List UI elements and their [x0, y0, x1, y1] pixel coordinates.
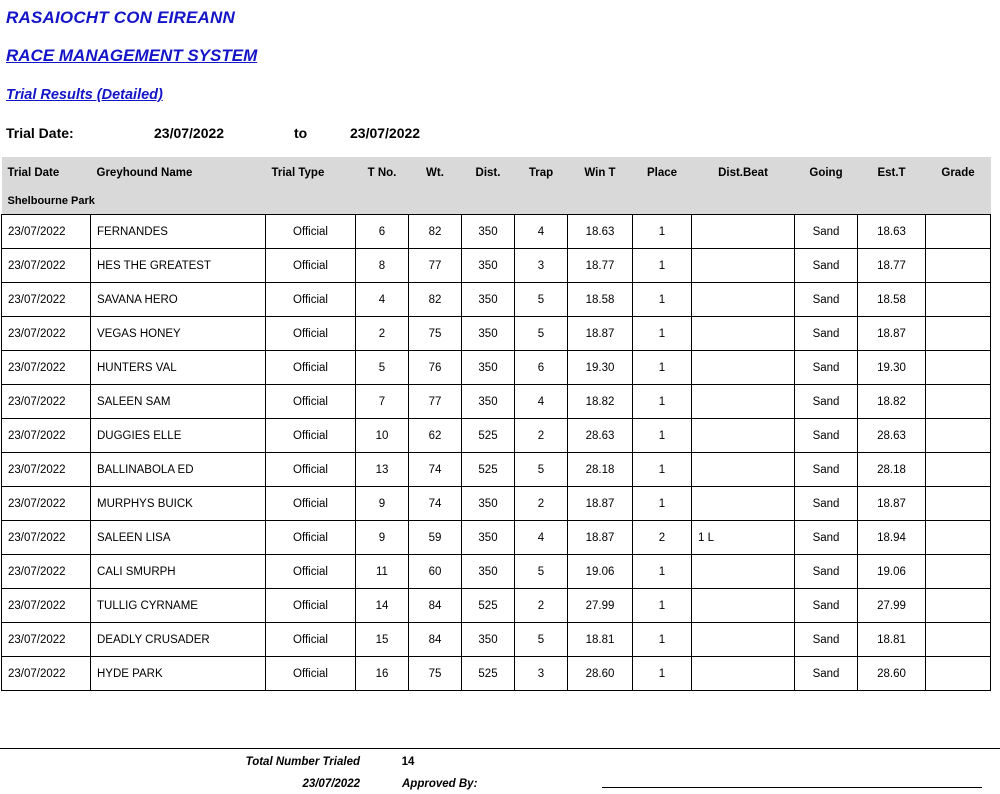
cell-going: Sand [795, 317, 858, 351]
cell-place: 1 [633, 215, 692, 249]
system-title: RACE MANAGEMENT SYSTEM [6, 46, 258, 65]
cell-greyhound-name: CALI SMURPH [91, 555, 266, 589]
cell-t-no: 5 [356, 351, 409, 385]
cell-place: 1 [633, 657, 692, 691]
cell-trap: 3 [515, 249, 568, 283]
cell-trap: 2 [515, 487, 568, 521]
report-title: Trial Results (Detailed) [6, 87, 163, 103]
cell-grade [926, 419, 991, 453]
cell-going: Sand [795, 385, 858, 419]
total-trialed-value: 14 [401, 756, 415, 768]
cell-dist: 350 [462, 385, 515, 419]
cell-trial-date: 23/07/2022 [2, 453, 91, 487]
cell-going: Sand [795, 657, 858, 691]
column-header-trap: Trap [515, 157, 568, 189]
cell-greyhound-name: SALEEN SAM [91, 385, 266, 419]
cell-win-t: 18.87 [568, 487, 633, 521]
approved-by-rule [602, 786, 982, 788]
table-row [2, 589, 991, 623]
cell-trial-type: Official [266, 283, 356, 317]
cell-t-no: 4 [356, 283, 409, 317]
cell-going: Sand [795, 589, 858, 623]
cell-trial-date: 23/07/2022 [2, 317, 91, 351]
cell-grade [926, 453, 991, 487]
cell-trap: 3 [515, 657, 568, 691]
cell-win-t: 27.99 [568, 589, 633, 623]
column-header-dist: Dist. [462, 157, 515, 189]
cell-dist-beat [692, 385, 795, 419]
cell-greyhound-name: HES THE GREATEST [91, 249, 266, 283]
cell-dist: 525 [462, 589, 515, 623]
cell-t-no: 13 [356, 453, 409, 487]
cell-trial-date: 23/07/2022 [2, 555, 91, 589]
cell-est-t: 18.94 [858, 521, 926, 555]
cell-wt: 60 [409, 555, 462, 589]
column-header-going: Going [795, 157, 858, 189]
cell-wt: 75 [409, 657, 462, 691]
table-header-row [2, 157, 991, 189]
trial-date-label: Trial Date: [6, 125, 74, 141]
cell-greyhound-name: SALEEN LISA [91, 521, 266, 555]
cell-est-t: 18.58 [858, 283, 926, 317]
cell-trial-date: 23/07/2022 [2, 283, 91, 317]
table-row [2, 351, 991, 385]
cell-wt: 82 [409, 283, 462, 317]
cell-place: 1 [633, 249, 692, 283]
cell-place: 1 [633, 623, 692, 657]
cell-est-t: 28.60 [858, 657, 926, 691]
cell-trial-type: Official [266, 249, 356, 283]
cell-win-t: 18.58 [568, 283, 633, 317]
column-header-wt: Wt. [409, 157, 462, 189]
approved-by-label: Approved By: [402, 778, 478, 790]
cell-grade [926, 521, 991, 555]
cell-grade [926, 623, 991, 657]
table-row [2, 521, 991, 555]
cell-dist-beat [692, 215, 795, 249]
cell-greyhound-name: DUGGIES ELLE [91, 419, 266, 453]
table-row [2, 487, 991, 521]
cell-wt: 84 [409, 589, 462, 623]
cell-dist: 525 [462, 657, 515, 691]
cell-win-t: 28.18 [568, 453, 633, 487]
cell-win-t: 18.77 [568, 249, 633, 283]
cell-dist-beat [692, 589, 795, 623]
cell-wt: 77 [409, 249, 462, 283]
table-row [2, 657, 991, 691]
organisation-title: RASAIOCHT CON EIREANN [6, 8, 235, 27]
cell-est-t: 19.30 [858, 351, 926, 385]
column-header-win-t: Win T [568, 157, 633, 189]
cell-win-t: 19.30 [568, 351, 633, 385]
cell-trial-type: Official [266, 555, 356, 589]
cell-trial-type: Official [266, 351, 356, 385]
cell-place: 1 [633, 317, 692, 351]
report-header [0, 0, 1000, 141]
table-row [2, 215, 991, 249]
cell-dist: 350 [462, 521, 515, 555]
cell-grade [926, 283, 991, 317]
cell-dist-beat [692, 487, 795, 521]
cell-est-t: 27.99 [858, 589, 926, 623]
signed-date: 23/07/2022 [302, 778, 360, 790]
cell-place: 1 [633, 453, 692, 487]
cell-est-t: 18.82 [858, 385, 926, 419]
signature-line [0, 778, 1000, 794]
cell-grade [926, 385, 991, 419]
cell-place: 1 [633, 589, 692, 623]
table-row [2, 317, 991, 351]
cell-trial-date: 23/07/2022 [2, 589, 91, 623]
cell-dist-beat [692, 351, 795, 385]
column-header-t-no: T No. [356, 157, 409, 189]
cell-trial-type: Official [266, 317, 356, 351]
cell-wt: 74 [409, 487, 462, 521]
cell-going: Sand [795, 623, 858, 657]
column-header-est-t: Est.T [858, 157, 926, 189]
column-header-trial-date: Trial Date [2, 157, 91, 189]
column-header-place: Place [633, 157, 692, 189]
cell-grade [926, 249, 991, 283]
cell-trap: 5 [515, 555, 568, 589]
total-trialed-line [0, 748, 1000, 768]
cell-dist-beat [692, 453, 795, 487]
cell-est-t: 18.87 [858, 317, 926, 351]
cell-t-no: 15 [356, 623, 409, 657]
column-header-dist-beat: Dist.Beat [692, 157, 795, 189]
cell-dist: 525 [462, 419, 515, 453]
cell-dist: 350 [462, 555, 515, 589]
cell-going: Sand [795, 249, 858, 283]
trial-date-range [6, 125, 994, 141]
cell-going: Sand [795, 453, 858, 487]
cell-t-no: 14 [356, 589, 409, 623]
cell-win-t: 18.63 [568, 215, 633, 249]
table-row [2, 385, 991, 419]
cell-win-t: 28.63 [568, 419, 633, 453]
column-header-trial-type: Trial Type [266, 157, 356, 189]
cell-wt: 74 [409, 453, 462, 487]
table-row [2, 453, 991, 487]
report-footer [0, 748, 1000, 794]
cell-dist: 525 [462, 453, 515, 487]
cell-place: 1 [633, 419, 692, 453]
cell-t-no: 11 [356, 555, 409, 589]
cell-trial-date: 23/07/2022 [2, 249, 91, 283]
cell-greyhound-name: HYDE PARK [91, 657, 266, 691]
cell-win-t: 18.81 [568, 623, 633, 657]
cell-t-no: 10 [356, 419, 409, 453]
cell-t-no: 6 [356, 215, 409, 249]
cell-dist-beat [692, 657, 795, 691]
cell-t-no: 16 [356, 657, 409, 691]
cell-trap: 5 [515, 317, 568, 351]
cell-win-t: 28.60 [568, 657, 633, 691]
cell-trial-date: 23/07/2022 [2, 351, 91, 385]
cell-dist: 350 [462, 249, 515, 283]
cell-est-t: 18.77 [858, 249, 926, 283]
column-header-grade: Grade [926, 157, 991, 189]
cell-trial-date: 23/07/2022 [2, 521, 91, 555]
cell-greyhound-name: HUNTERS VAL [91, 351, 266, 385]
cell-dist: 350 [462, 215, 515, 249]
cell-wt: 84 [409, 623, 462, 657]
cell-grade [926, 589, 991, 623]
trial-date-from: 23/07/2022 [154, 125, 225, 141]
cell-wt: 75 [409, 317, 462, 351]
cell-greyhound-name: TULLIG CYRNAME [91, 589, 266, 623]
cell-wt: 62 [409, 419, 462, 453]
cell-win-t: 18.82 [568, 385, 633, 419]
table-row [2, 555, 991, 589]
table-row [2, 283, 991, 317]
cell-trap: 4 [515, 385, 568, 419]
cell-dist: 350 [462, 487, 515, 521]
trial-date-to: 23/07/2022 [350, 125, 421, 141]
table-body [2, 215, 991, 691]
cell-est-t: 18.63 [858, 215, 926, 249]
cell-est-t: 28.63 [858, 419, 926, 453]
cell-greyhound-name: DEADLY CRUSADER [91, 623, 266, 657]
cell-greyhound-name: VEGAS HONEY [91, 317, 266, 351]
cell-trial-date: 23/07/2022 [2, 623, 91, 657]
cell-trap: 5 [515, 453, 568, 487]
total-trialed-label: Total Number Trialed [245, 756, 360, 768]
cell-dist-beat: 1 L [692, 521, 795, 555]
cell-trial-type: Official [266, 419, 356, 453]
cell-est-t: 28.18 [858, 453, 926, 487]
table-row [2, 623, 991, 657]
cell-t-no: 9 [356, 487, 409, 521]
cell-place: 1 [633, 385, 692, 419]
cell-trap: 5 [515, 283, 568, 317]
cell-t-no: 9 [356, 521, 409, 555]
cell-going: Sand [795, 487, 858, 521]
cell-place: 1 [633, 555, 692, 589]
cell-wt: 59 [409, 521, 462, 555]
cell-trial-type: Official [266, 215, 356, 249]
venue-group-row [2, 189, 991, 215]
cell-trial-type: Official [266, 657, 356, 691]
cell-grade [926, 555, 991, 589]
cell-dist-beat [692, 555, 795, 589]
cell-greyhound-name: MURPHYS BUICK [91, 487, 266, 521]
cell-going: Sand [795, 419, 858, 453]
cell-grade [926, 351, 991, 385]
cell-place: 1 [633, 283, 692, 317]
cell-grade [926, 215, 991, 249]
cell-dist-beat [692, 623, 795, 657]
cell-est-t: 18.81 [858, 623, 926, 657]
cell-trial-date: 23/07/2022 [2, 487, 91, 521]
cell-place: 1 [633, 487, 692, 521]
trial-date-to-word: to [294, 125, 308, 141]
cell-dist-beat [692, 317, 795, 351]
cell-place: 1 [633, 351, 692, 385]
cell-trial-date: 23/07/2022 [2, 215, 91, 249]
column-header-greyhound-name: Greyhound Name [91, 157, 266, 189]
cell-win-t: 18.87 [568, 317, 633, 351]
cell-trap: 5 [515, 623, 568, 657]
cell-win-t: 19.06 [568, 555, 633, 589]
cell-greyhound-name: BALLINABOLA ED [91, 453, 266, 487]
cell-dist-beat [692, 419, 795, 453]
cell-going: Sand [795, 215, 858, 249]
cell-wt: 82 [409, 215, 462, 249]
cell-dist: 350 [462, 351, 515, 385]
table-row [2, 249, 991, 283]
cell-going: Sand [795, 555, 858, 589]
cell-trial-type: Official [266, 453, 356, 487]
table-row [2, 419, 991, 453]
cell-going: Sand [795, 283, 858, 317]
cell-trap: 2 [515, 419, 568, 453]
cell-grade [926, 657, 991, 691]
cell-trial-type: Official [266, 521, 356, 555]
cell-going: Sand [795, 351, 858, 385]
trial-results-table [1, 157, 991, 691]
cell-wt: 76 [409, 351, 462, 385]
cell-trial-date: 23/07/2022 [2, 385, 91, 419]
cell-t-no: 2 [356, 317, 409, 351]
cell-trap: 4 [515, 521, 568, 555]
cell-trap: 6 [515, 351, 568, 385]
cell-est-t: 18.87 [858, 487, 926, 521]
cell-t-no: 7 [356, 385, 409, 419]
cell-going: Sand [795, 521, 858, 555]
cell-trial-date: 23/07/2022 [2, 419, 91, 453]
cell-win-t: 18.87 [568, 521, 633, 555]
cell-trial-type: Official [266, 487, 356, 521]
cell-dist: 350 [462, 623, 515, 657]
cell-place: 2 [633, 521, 692, 555]
cell-grade [926, 487, 991, 521]
cell-trial-type: Official [266, 385, 356, 419]
cell-dist-beat [692, 249, 795, 283]
cell-trap: 2 [515, 589, 568, 623]
cell-trial-date: 23/07/2022 [2, 657, 91, 691]
cell-dist: 350 [462, 317, 515, 351]
cell-trap: 4 [515, 215, 568, 249]
cell-dist-beat [692, 283, 795, 317]
cell-trial-type: Official [266, 589, 356, 623]
cell-est-t: 19.06 [858, 555, 926, 589]
venue-name: Shelbourne Park [2, 189, 991, 215]
cell-grade [926, 317, 991, 351]
cell-greyhound-name: SAVANA HERO [91, 283, 266, 317]
cell-wt: 77 [409, 385, 462, 419]
cell-dist: 350 [462, 283, 515, 317]
cell-greyhound-name: FERNANDES [91, 215, 266, 249]
cell-t-no: 8 [356, 249, 409, 283]
cell-trial-type: Official [266, 623, 356, 657]
